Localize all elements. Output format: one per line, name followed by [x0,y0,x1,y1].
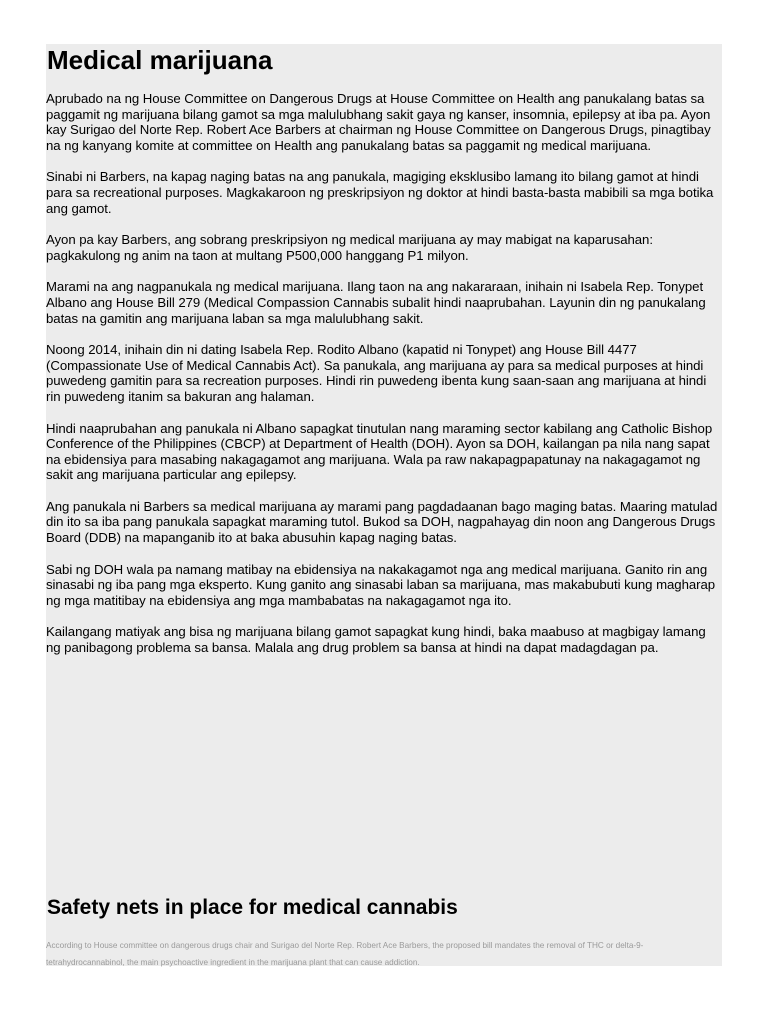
article-paragraph: Kailangang matiyak ang bisa ng marijuana bilang gamot sapagkat kung hindi, baka maabuso at magbigay lamang ng panibagong problema sa bansa. Malala ang drug problem sa bansa at hindi na dapat madagdagan pa. [46,624,706,656]
article-paragraph: Noong 2014, inihain din ni dating Isabela Rep. Rodito Albano (kapatid ni Tonypet) ang House Bill 4477 (Compassionate Use of Medical Cannabis Act). Sa panukala, ang marijuana ay para sa medical purposes at hindi puwedeng gamitin para sa recreation purposes. Hindi rin puwedeng ibenta kung saan-saan ang marijuana at hindi rin puwedeng itanim sa bakuran ang halaman. [46,342,707,404]
article-paragraph: Ang panukala ni Barbers sa medical marijuana ay marami pang pagdadaanan bago maging batas. Maaring matulad din ito sa iba pang panukala sapagkat maraming tutol. Bukod sa DOH, nagpahayag din noon ang Dangerous Drugs Board (DDB) na mapanganib ito at baka abusuhin kapag naging batas. [46,498,718,546]
article-paragraph: Ayon pa kay Barbers, ang sobrang preskripsiyon ng medical marijuana ay may mabigat na kaparusahan: pagkakulong ng anim na taon at multang P500,000 hanggang P1 milyon. [46,232,653,263]
article-title: Medical marijuana [47,45,273,75]
article-paragraph: Sabi ng DOH wala pa namang matibay na ebidensiya na nakakagamot nga ang medical marijuana. Ganito rin ang sinasabi ng iba pang mga eksperto. Kung ganito ang sinasabi laban sa marijuana, mas makabubuti kung magharap ng mga matitibay na ebidensiya ang mga mambabatas na nakagagamot nga ito. [46,561,716,608]
article-paragraph: Sinabi ni Barbers, na kapag naging batas na ang panukala, magiging eksklusibo lamang ito bilang gamot at hindi para sa recreational purposes. Magkakaroon ng preskripsiyon ng doktor at hindi basta-basta mabibili sa mga botika ang gamot. [46,169,714,216]
article-paragraph: Aprubado na ng House Committee on Dangerous Drugs at House Committee on Health ang panukalang batas sa paggamit ng marijuana bilang gamot sa mga malulubhang sakit gaya ng kanser, insomnia, epilepsy at iba pa. Ayon kay Surigao del Norte Rep. Robert Ace Barbers at chairman ng House Committee on Dangerous Drugs, pinagtibay na ng kanyang komite at committee on Health ang panukalang batas sa paggamit ng medical marijuana. [46,91,711,153]
article-page [46,44,722,966]
article-paragraph: Hindi naaprubahan ang panukala ni Albano sapagkat tinutulan nang maraming sector kabilang ang Catholic Bishop Conference of the Philippines (CBCP) at Department of Health (DOH). Ayon sa DOH, kailangan pa nila nang sapat na ebidensiya para masabing nakagagamot ang marijuana. Wala pa raw nakapagpapatunay na nakagagamot ng sakit ang marijuana particular ang epilepsy. [46,420,713,483]
article-body [46,91,722,672]
article-paragraph: Marami na ang nagpanukala ng medical marijuana. Ilang taon na ang nakararaan, inihain ni Isabela Rep. Tonypet Albano ang House Bill 279 (Medical Compassion Cannabis subalit hindi naaprubahan. Layunin din ng panukalang batas na gamitin ang marijuana laban sa mga malulubhang sakit. [46,279,706,326]
related-article-caption: According to House committee on dangerous drugs chair and Surigao del Norte Rep. Robert Ace Barbers, the proposed bill mandates the removal of THC or delta-9-tetrahydrocannabinol, the main psychoactive ingredient in the marijuana plant that can cause addiction. [46,941,644,967]
related-article-title[interactable]: Safety nets in place for medical cannabis [47,896,458,919]
